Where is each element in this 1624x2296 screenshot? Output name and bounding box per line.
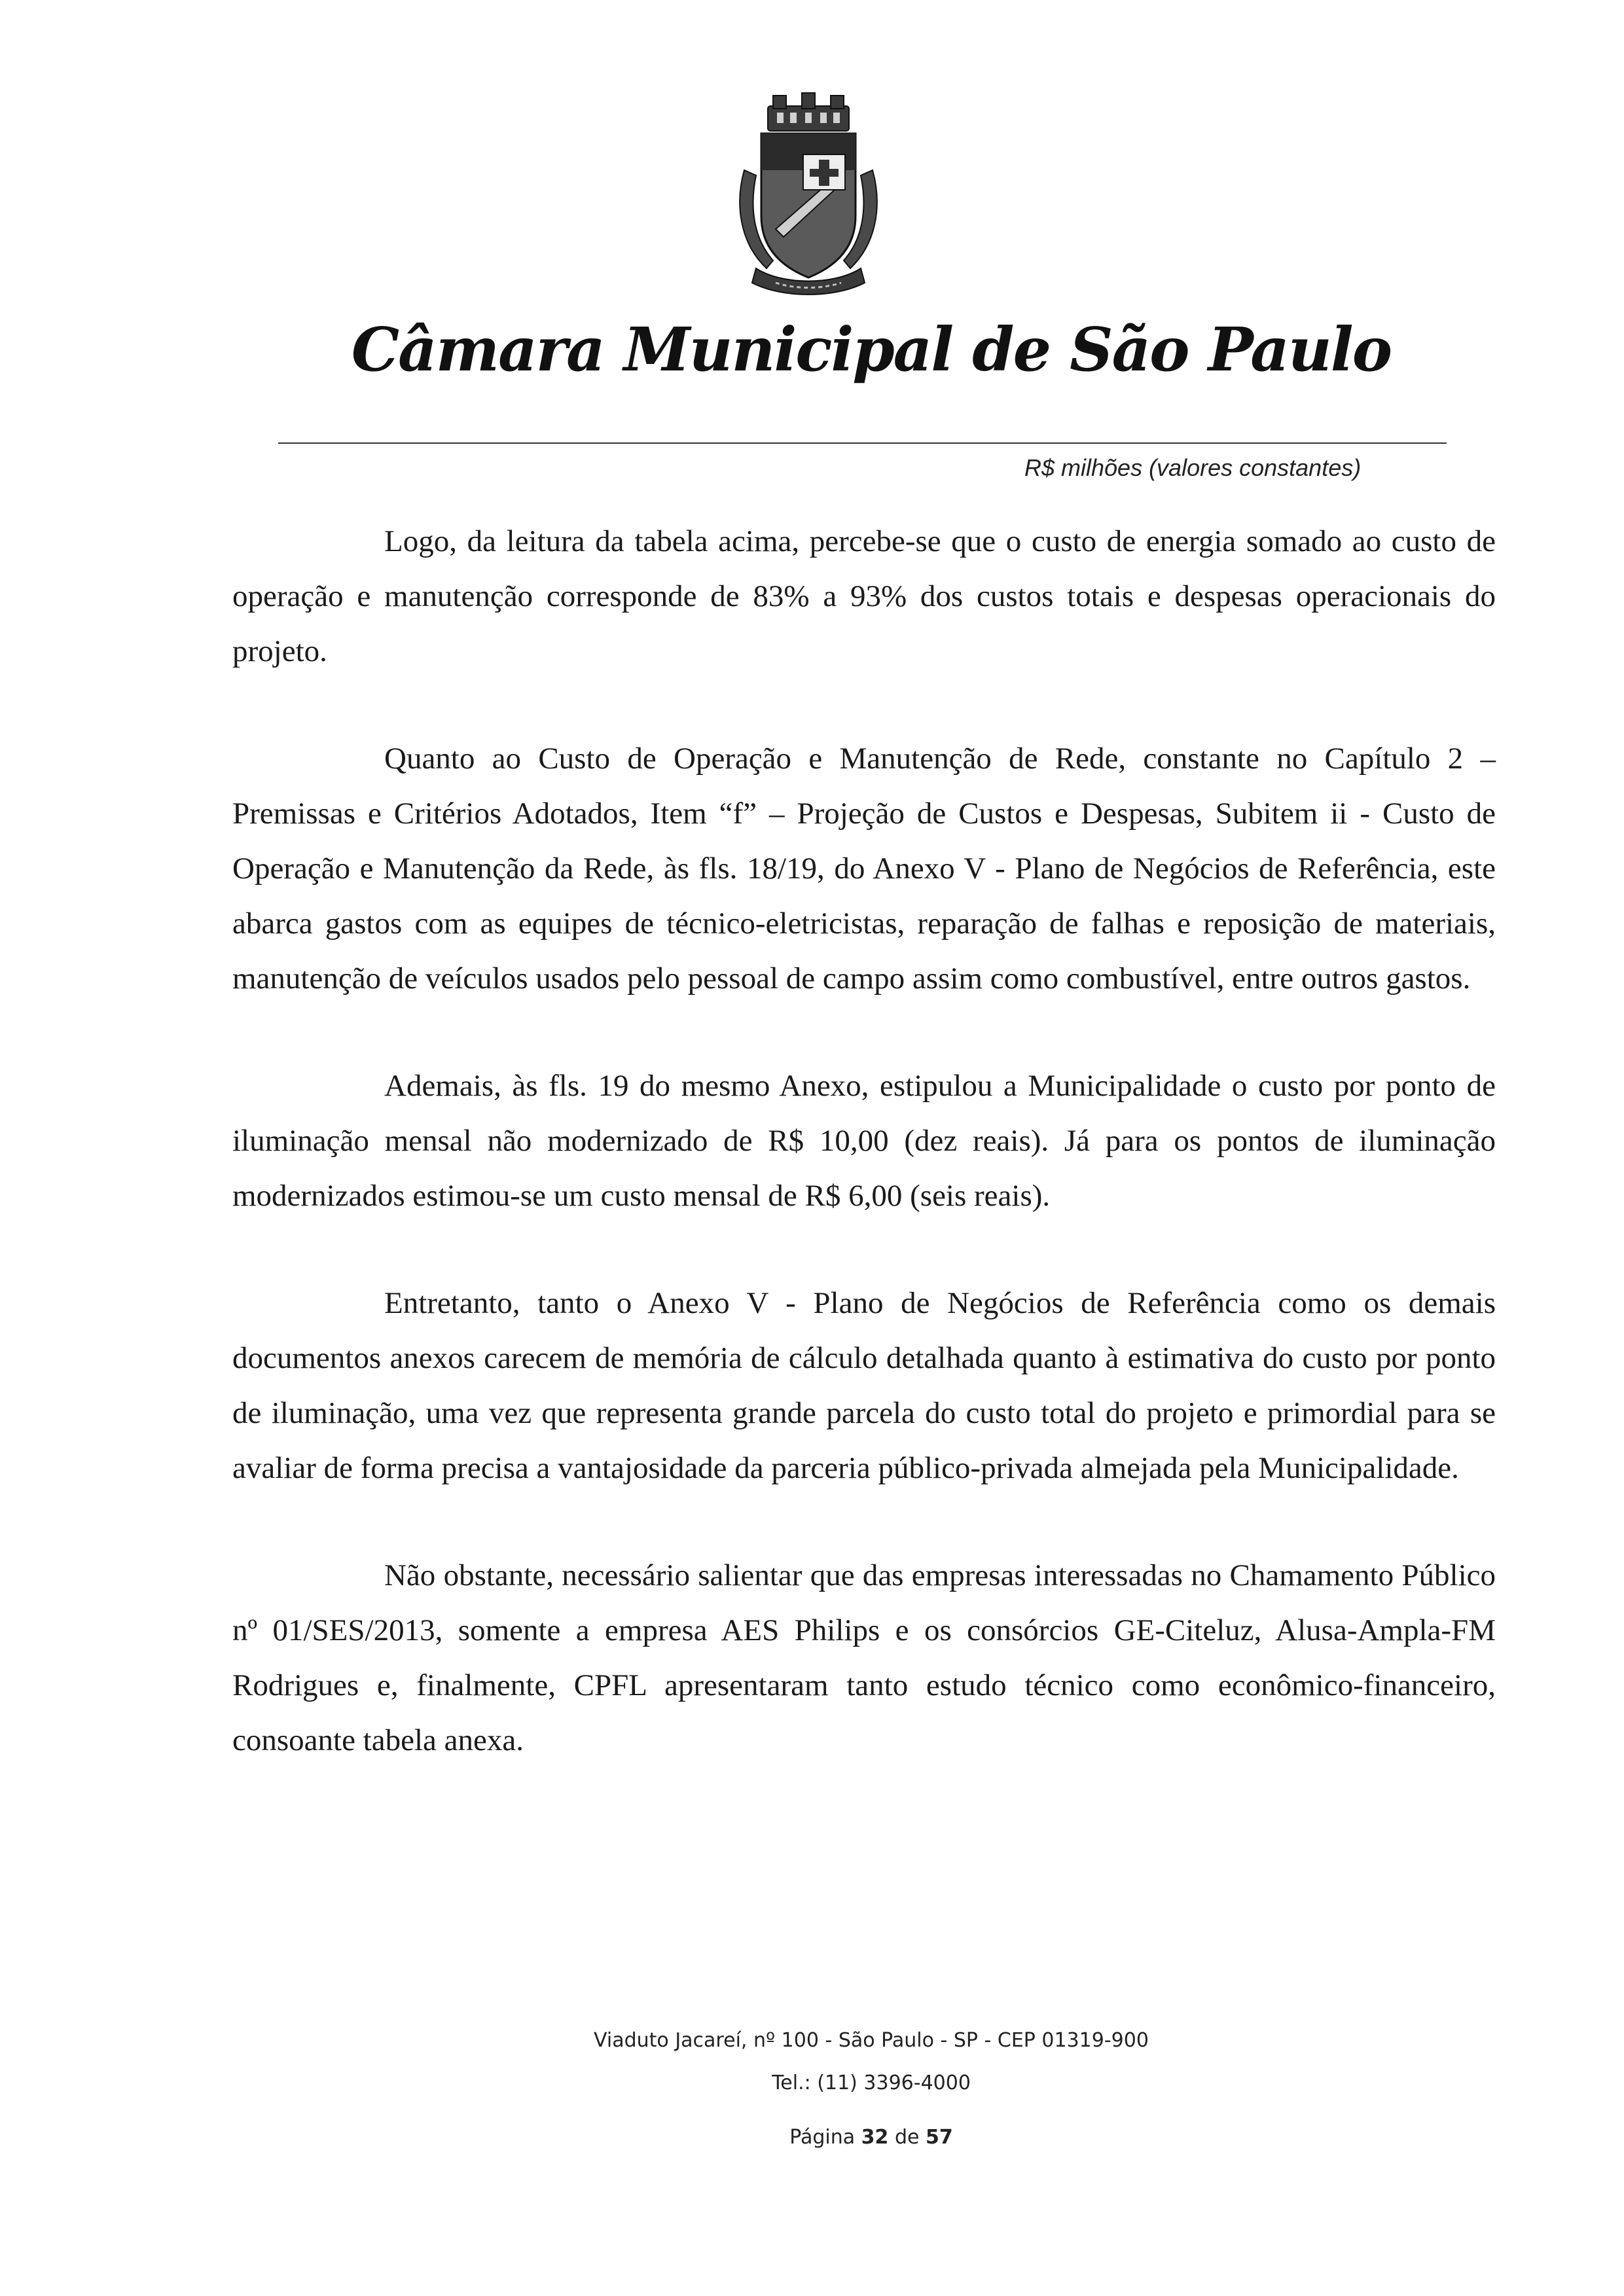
page-prefix: Página xyxy=(789,2126,856,2149)
page-current: 32 xyxy=(861,2126,889,2149)
footer-address: Viaduto Jacareí, nº 100 - São Paulo - SP - CEP 01319-900 xyxy=(594,2029,1149,2052)
table-unit-note: R$ milhões (valores constantes) xyxy=(1024,454,1362,481)
page-separator: de xyxy=(894,2126,920,2149)
body-paragraph: Não obstante, necessário salientar que das empresas interessadas no Chamamento Público nº 01/SES/2013, somente a empresa AES Philips e os consórcios GE-Citeluz, Alusa-Ampla-FM Rodrigues e, finalmente, CPFL apresentaram tanto estudo técnico como econômico-financeiro, consoante tabela anexa. xyxy=(232,1558,1496,1757)
page-number xyxy=(0,2126,1624,2149)
body-paragraph: Entretanto, tanto o Anexo V - Plano de Negócios de Referência como os demais documentos anexos carecem de memória de cálculo detalhada quanto à estimativa do custo por ponto de iluminação, uma vez que representa grande parcela do custo total do projeto e primordial para se avaliar de forma precisa a vantajosidade da parceria público-privada almejada pela Municipalidade. xyxy=(232,1286,1496,1485)
institution-title: Câmara Municipal de São Paulo xyxy=(351,314,1392,385)
body-paragraph: Quanto ao Custo de Operação e Manutenção de Rede, constante no Capítulo 2 – Premissas e Critérios Adotados, Item “f” – Projeção de Custos e Despesas, Subitem ii - Custo de Operação e Manutenção da Rede, às fls. 18/19, do Anexo V - Plano de Negócios de Referência, este abarca gastos com as equipes de técnico-eletricistas, reparação de falhas e reposição de materiais, manutenção de veículos usados pelo pessoal de campo assim como combustível, entre outros gastos. xyxy=(232,742,1496,996)
page-total: 57 xyxy=(926,2126,953,2149)
coat-of-arms-emblem xyxy=(730,92,887,301)
body-paragraph: Logo, da leitura da tabela acima, percebe-se que o custo de energia somado ao custo de operação e manutenção corresponde de 83% a 93% dos custos totais e despesas operacionais do projeto. xyxy=(232,524,1496,668)
header-divider xyxy=(278,442,1447,444)
document-body xyxy=(232,514,1496,1820)
body-paragraph: Ademais, às fls. 19 do mesmo Anexo, estipulou a Municipalidade o custo por ponto de iluminação mensal não modernizado de R$ 10,00 (dez reais). Já para os pontos de iluminação modernizados estimou-se um custo mensal de R$ 6,00 (seis reais). xyxy=(232,1069,1496,1213)
footer-phone: Tel.: (11) 3396-4000 xyxy=(772,2072,971,2094)
